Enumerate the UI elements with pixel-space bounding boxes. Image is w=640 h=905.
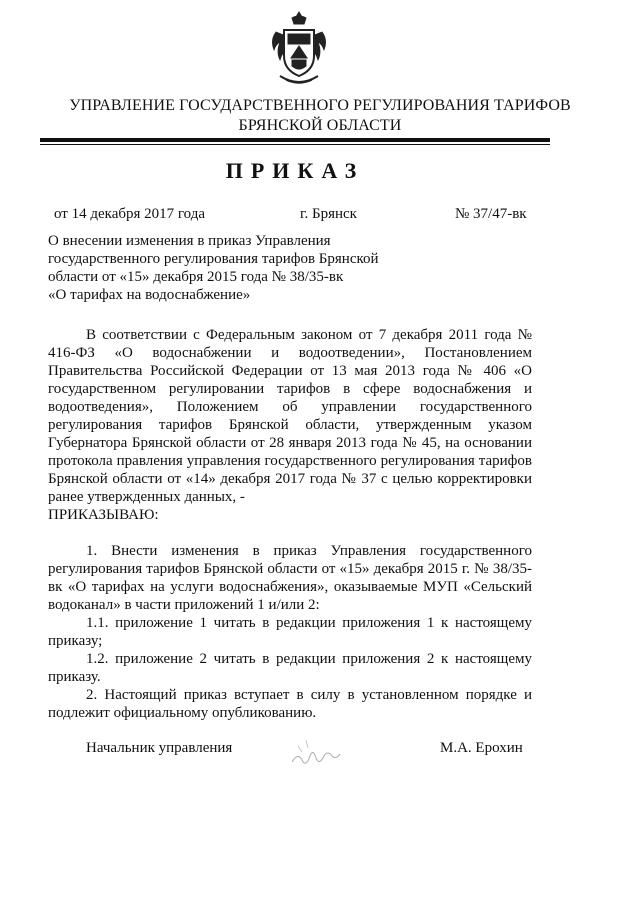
org-line-2: БРЯНСКОЙ ОБЛАСТИ xyxy=(238,117,402,134)
organization-name xyxy=(40,96,600,136)
signer-position: Начальник управления xyxy=(86,740,233,756)
document-number: № 37/47-вк xyxy=(455,206,527,222)
order-word: ПРИКАЗЫВАЮ: xyxy=(48,507,159,523)
subject-line: области от «15» декабря 2015 года № 38/35-вк xyxy=(48,269,344,285)
order-item-1-2: 1.2. приложение 2 читать в редакции приложения 2 к настоящему приказу. xyxy=(48,651,532,685)
org-line-1: УПРАВЛЕНИЕ ГОСУДАРСТВЕННОГО РЕГУЛИРОВАНИЯ ТАРИФОВ xyxy=(69,97,571,114)
document-city: г. Брянск xyxy=(300,206,357,222)
signer-name: М.А. Ерохин xyxy=(440,740,523,756)
document-body xyxy=(48,326,532,722)
preamble-paragraph: В соответствии с Федеральным законом от 7 декабря 2011 года № 416-ФЗ «О водоснабжении и водоотведении», Постановлением Правительства Российской Федерации от 13 мая 2013 года № 406 «О государственном регулировании тарифов в сфере водоснабжения и водоотведения», Положением об управлении государственного регулирования тарифов Брянской области, утвержденным указом Губернатора Брянской области от 28 января 2013 года № 45, на основании протокола правления управления государственного регулирования тарифов Брянской области от «14» декабря 2017 года № 37 с целью корректировки ранее утвержденных данных, - xyxy=(48,327,532,505)
handwritten-signature-icon xyxy=(284,732,348,776)
subject-line: «О тарифах на водоснабжение» xyxy=(48,287,251,303)
order-item-1: 1. Внести изменения в приказ Управления государственного регулирования тарифов Брянской области от «15» декабря 2015 г. № 38/35-вк «О тарифах на услуги водоснабжения», оказываемые МУП «Сельский водоканал» в части приложений 1 и/или 2: xyxy=(48,543,532,613)
subject-line: государственного регулирования тарифов Брянской xyxy=(48,251,379,267)
document-subject xyxy=(48,232,428,304)
coat-of-arms-icon xyxy=(270,10,328,88)
header-rule-thin xyxy=(40,144,550,145)
order-item-2: 2. Настоящий приказ вступает в силу в установленном порядке и подлежит официальному опубликованию. xyxy=(48,687,532,721)
header-rule-thick xyxy=(40,138,550,142)
order-item-1-1: 1.1. приложение 1 читать в редакции приложения 1 к настоящему приказу; xyxy=(48,615,532,649)
subject-line: О внесении изменения в приказ Управления xyxy=(48,233,331,249)
document-date: от 14 декабря 2017 года xyxy=(54,206,206,222)
document-title: ПРИКАЗ xyxy=(225,158,365,183)
